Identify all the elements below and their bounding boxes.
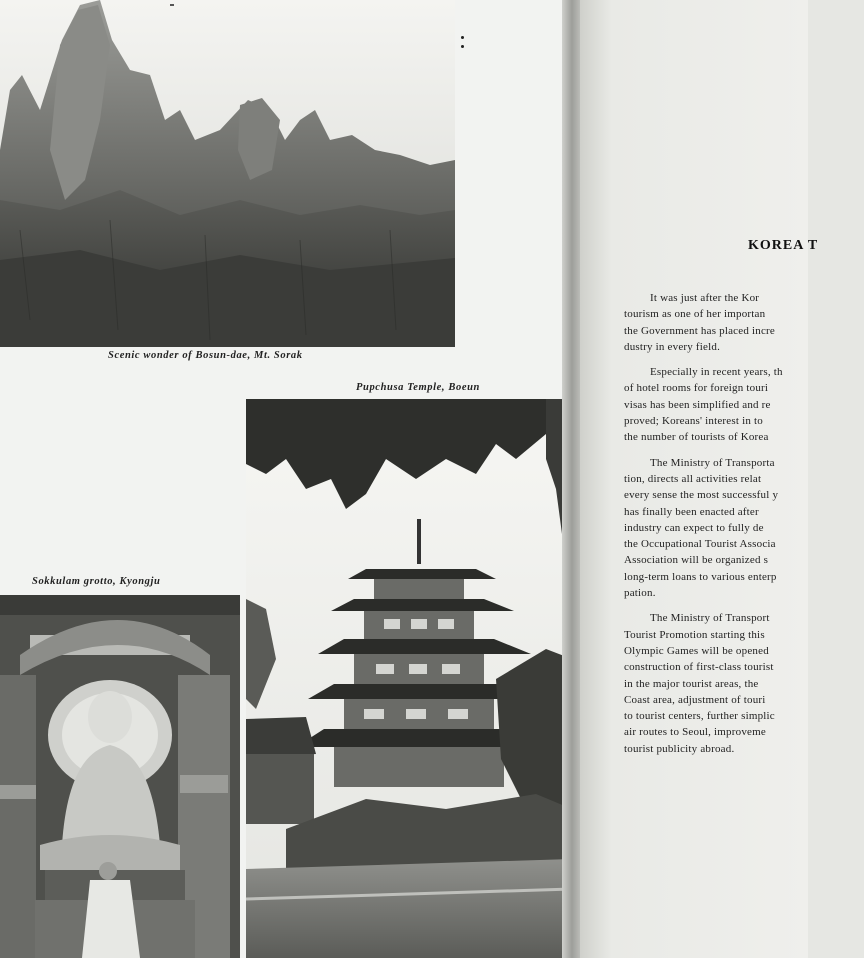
article-line: in the major tourist areas, the [624,677,759,690]
article-paragraph [624,610,864,757]
grotto-caption: Sokkulam grotto, Kyongju [32,576,161,587]
temple-photo [246,399,572,958]
article-line: air routes to Seoul, improveme [624,726,766,739]
mountain-photo [0,0,455,347]
article-paragraph [624,455,864,602]
mountain-caption: Scenic wonder of Bosun-dae, Mt. Sorak [108,350,303,361]
article-line: the Government has placed incre [624,324,775,337]
article-line: the number of tourists of Korea [624,431,769,444]
article-paragraph [624,290,864,355]
article-line: visas has been simplified and re [624,398,771,411]
article-paragraph [624,364,864,445]
article-line: of hotel rooms for foreign touri [624,382,769,395]
article-line: tion, directs all activities relat [624,472,762,485]
article-line: proved; Koreans' interest in to [624,415,763,428]
article-heading: KOREA T [748,238,819,253]
page-marks [461,36,465,54]
article-body [624,290,864,766]
article-line: tourist publicity abroad. [624,742,735,755]
grotto-photo [0,595,240,958]
article-line: every sense the most successful y [624,489,779,502]
article-line: to tourist centers, further simplic [624,710,775,723]
article-line: dustry in every field. [624,340,721,353]
page-mark [170,4,174,6]
article-line: Association will be organized s [624,554,769,567]
article-line: the Occupational Tourist Associa [624,538,776,551]
article-line: has finally been enacted after [624,505,759,518]
article-line: Especially in recent years, th [650,366,783,379]
article-line: industry can expect to fully de [624,521,764,534]
article-line: long-term loans to various enterp [624,570,777,583]
article-line: construction of first-class tourist [624,661,774,674]
article-line: The Ministry of Transport [650,612,770,625]
temple-caption: Pupchusa Temple, Boeun [356,382,480,393]
article-line: tourism as one of her importan [624,308,766,321]
article-line: Tourist Promotion starting this [624,628,765,641]
article-line: It was just after the Kor [650,292,760,304]
article-line: Coast area, adjustment of touri [624,693,766,706]
right-page [580,0,819,958]
article-line: The Ministry of Transporta [650,456,775,469]
article-line: Olympic Games will be opened [624,644,769,657]
article-line: pation. [624,587,656,600]
